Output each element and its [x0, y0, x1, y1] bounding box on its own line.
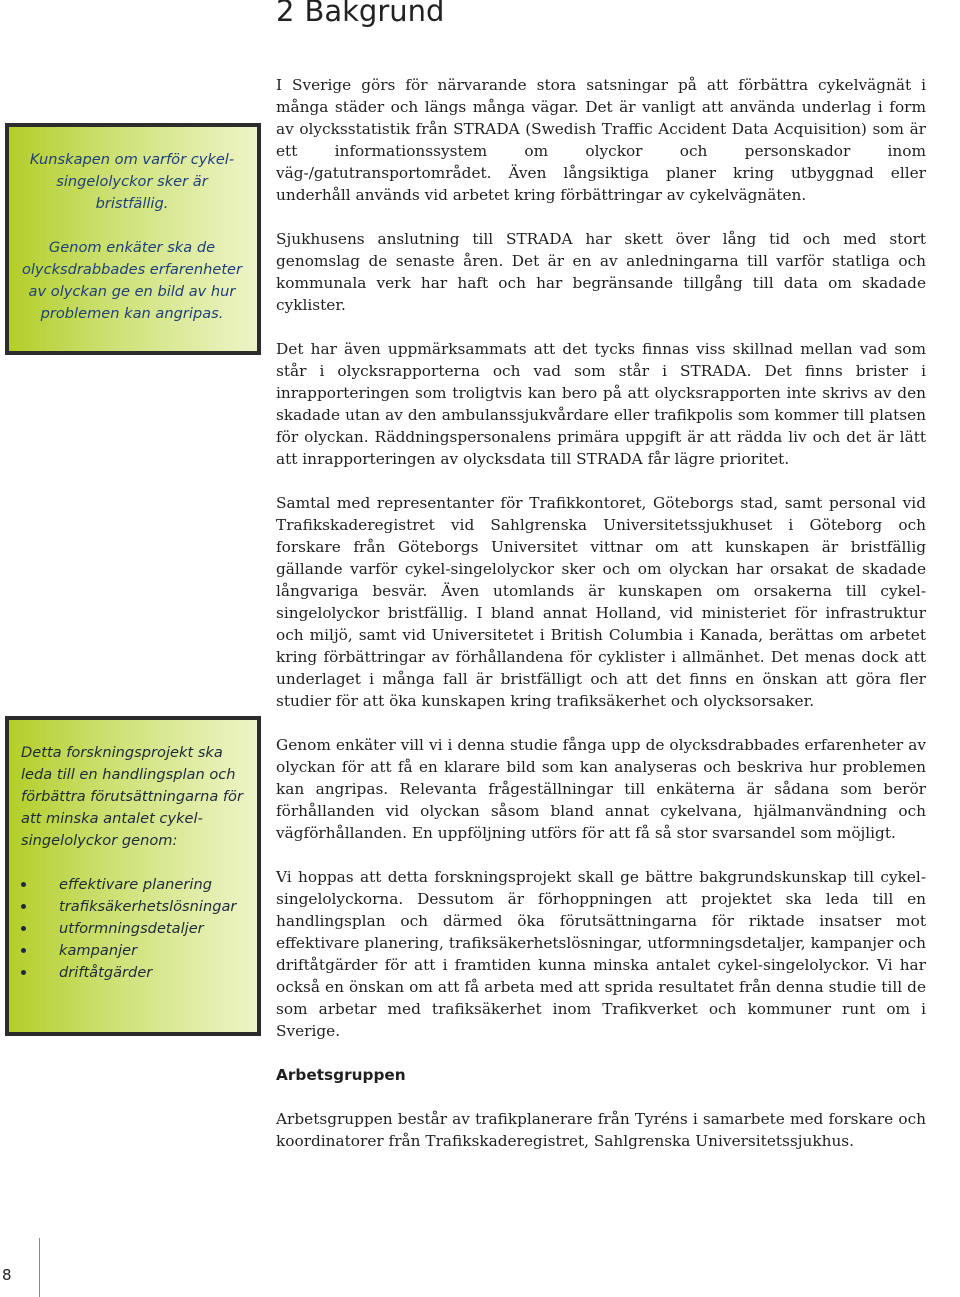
- bullet-icon: [21, 970, 26, 975]
- body-paragraph: Vi hoppas att detta forskningsprojekt skall ge bättre bakgrundskunskap till cykel-singelolyckorna. Dessutom är förhoppningen att projektet ska leda till en handlingsplan och därmed öka förutsättningarna för riktade insatser mot effektivare planering, trafiksäkerhetslösningar, utformningsdetaljer, kampanjer och driftåtgärder för att i framtiden kunna minska antalet cykel-singelolyckor. Vi har också en önskan om att få arbeta med att sprida resultatet från denna studie till de som arbetar med trafiksäkerhet inom Trafikverket och kommuner runt om i Sverige.: [276, 868, 926, 1040]
- subheading: Arbetsgruppen: [276, 1066, 406, 1084]
- sidebar-goals-intro: Detta forskningsprojekt ska leda till en handlingsplan och förbättra förutsättningarna för att minska antalet cykel-singelolyckor genom:: [21, 744, 243, 849]
- bullet-icon: [21, 904, 26, 909]
- section-number: 2: [276, 0, 295, 28]
- body-paragraph: Samtal med representanter för Trafikkontoret, Göteborgs stad, samt personal vid Trafikskaderegistret vid Sahlgrenska Universitetssjukhuset i Göteborg och forskare från Göteborgs Universitet vittnar om att kunskapen är bristfällig gällande varför cykel-singelolyckor sker och om olyckan har orsakat de skadade långvariga besvär. Även utomlands är kunskapen om orsakerna till cykel-singelolyckor bristfällig. I bland annat Holland, vid ministeriet för infrastruktur och miljö, samt vid Universitetet i British Columbia i Kanada, berättas om arbetet kring förbättringar av förhållandena för cyklister i allmänhet. Det menas dock att underlaget i många fall är bristfälligt och att det finns en önskan att göra fler studier för att öka kunskapen kring trafiksäkerhet och olycksorsaker.: [276, 494, 926, 710]
- sidebar-summary-text: Genom enkäter ska de olycksdrabbades erfarenheter av olyckan ge en bild av hur problemen kan angripas.: [21, 239, 243, 322]
- body-paragraph: Genom enkäter vill vi i denna studie fånga upp de olycksdrabbades erfarenheter av olyckan för att få en klarare bild som kan analyseras och beskriva hur problemen kan angripas. Relevanta frågeställningar till enkäterna är sådana som berör förhållanden vid olyckan såsom bland annat cykelvana, hjälmanvändning och vägförhållanden. En uppföljning utförs för att få så stor svarsandel som möjligt.: [276, 736, 926, 842]
- bullet-icon: [21, 882, 26, 887]
- list-item: trafiksäkerhetslösningar: [21, 896, 247, 918]
- main-content: [276, 74, 926, 1174]
- body-paragraph: Det har även uppmärksammats att det tycks finnas viss skillnad mellan vad som står i olycksrapporterna och vad som står i STRADA. Det finns brister i inrapporteringen som troligtvis kan bero på att olycksrapporten inte skrivs av den skadade utan av den ambulanssjukvårdare eller trafikpolis som kommer till platsen för olyckan. Räddningspersonalens primära uppgift är att rädda liv och det är lätt att inrapporteringen av olycksdata till STRADA får lägre prioritet.: [276, 340, 926, 468]
- sidebar-summary-box: [5, 123, 261, 355]
- footer-divider: [39, 1238, 40, 1297]
- list-item: driftåtgärder: [21, 962, 247, 984]
- body-paragraph: Sjukhusens anslutning till STRADA har skett över lång tid och med stort genomslag de senaste åren. Det är en av anledningarna till varför statliga och kommunala verk har haft och har begränsande tillgång till data om skadade cyklister.: [276, 230, 926, 314]
- sidebar-summary-text: Kunskapen om varför cykel-singelolyckor sker är bristfällig.: [29, 151, 235, 212]
- list-item: effektivare planering: [21, 874, 247, 896]
- goals-list: [21, 874, 247, 984]
- list-item: utformningsdetaljer: [21, 918, 247, 940]
- body-paragraph: I Sverige görs för närvarande stora satsningar på att förbättra cykelvägnät i många städer och längs många vägar. Det är vanligt att använda underlag i form av olycksstatistik från STRADA (Swedish Traffic Accident Data Acquisition) som är ett informationssystem om olyckor och personskador inom väg-/gatutransportområdet. Även långsiktiga planer kring utbyggnad eller underhåll används vid arbetet kring förbättringar av cykelvägnäten.: [276, 76, 926, 204]
- section-heading: [276, 0, 444, 28]
- page-number: 8: [2, 1266, 12, 1284]
- list-item: kampanjer: [21, 940, 247, 962]
- bullet-icon: [21, 948, 26, 953]
- body-paragraph: Arbetsgruppen består av trafikplanerare från Tyréns i samarbete med forskare och koordinatorer från Trafikskaderegistret, Sahlgrenska Universitetssjukhus.: [276, 1110, 926, 1150]
- bullet-icon: [21, 926, 26, 931]
- sidebar-goals-box: [5, 716, 261, 1036]
- section-title: Bakgrund: [304, 0, 445, 28]
